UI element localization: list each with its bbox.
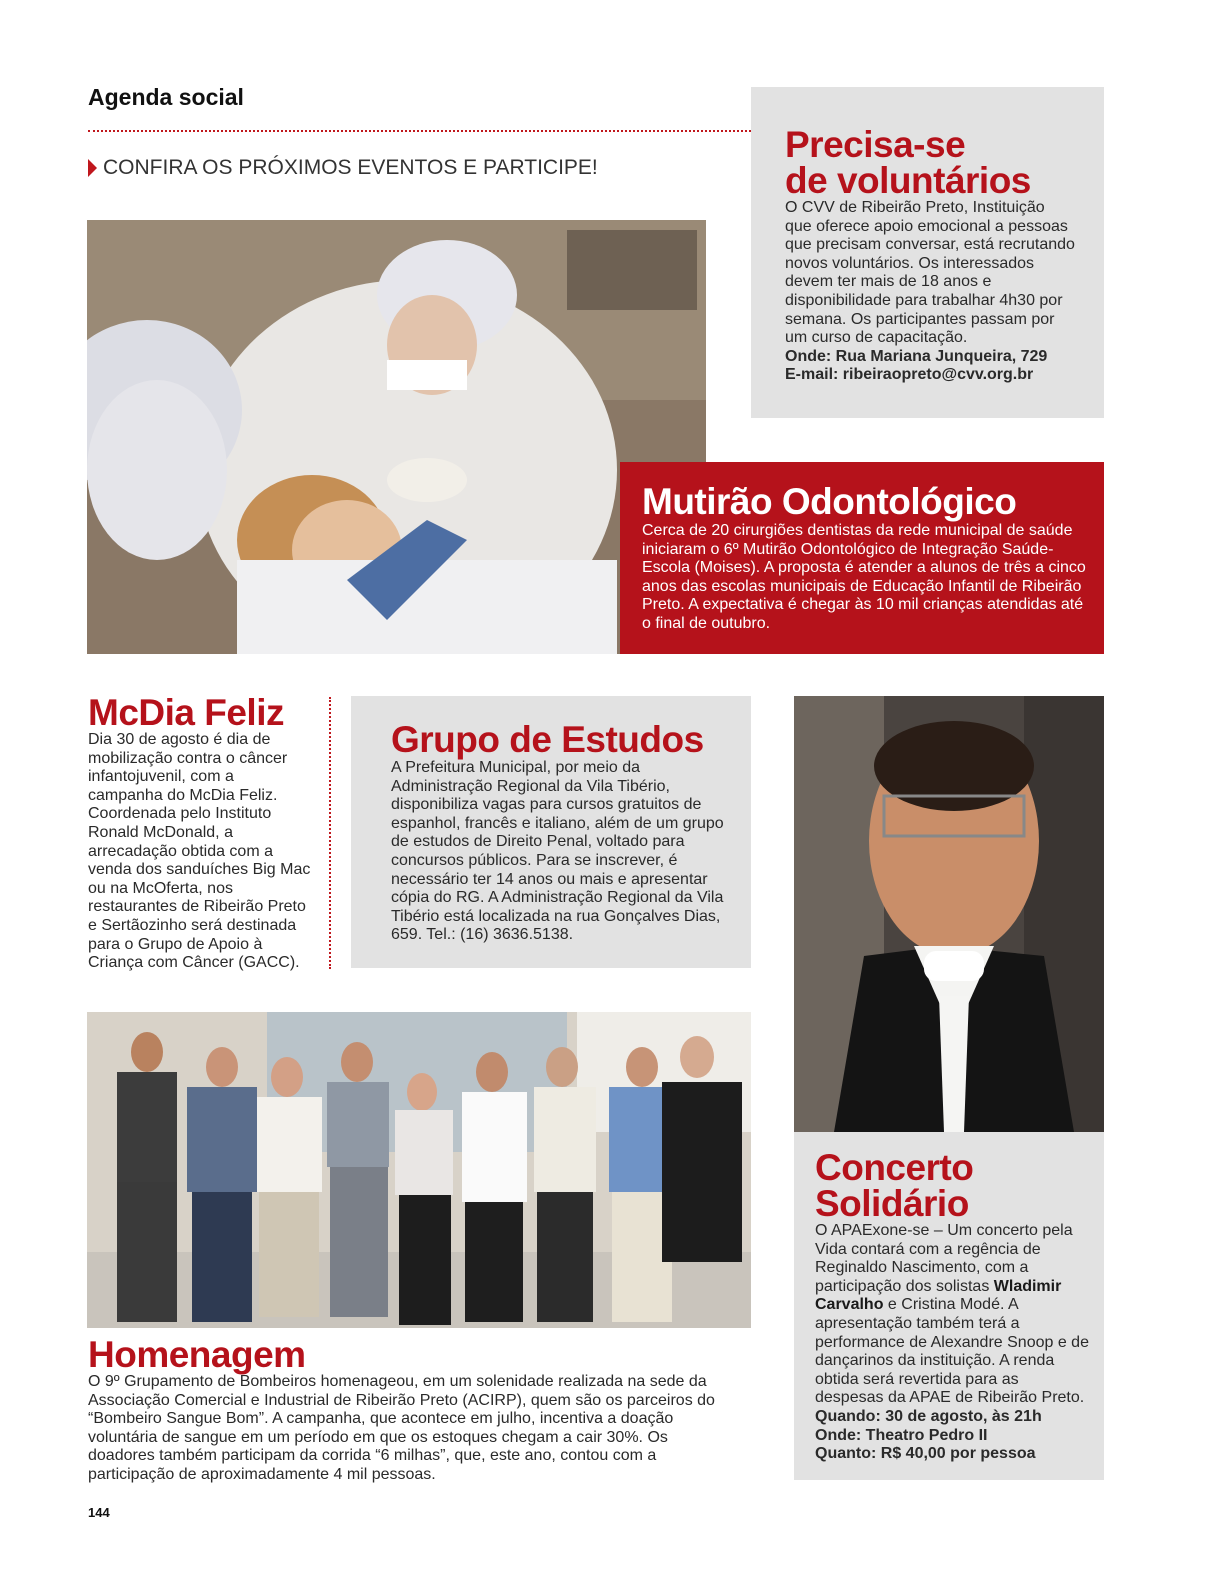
concerto-title-line2: Solidário	[815, 1183, 969, 1225]
dental-photo	[87, 220, 706, 654]
mcdia-title: McDia Feliz	[88, 692, 284, 733]
volunteers-title-line2: de voluntários	[785, 160, 1031, 202]
concerto-body	[815, 1222, 1090, 1408]
kicker-text: CONFIRA OS PRÓXIMOS EVENTOS E PARTICIPE!	[103, 156, 598, 179]
volunteers-title-line1: Precisa-se	[785, 124, 966, 165]
concerto-body-part1: O APAExone-se – Um concerto pela Vida contará com a regência de Reginaldo Nascimento, com a participação dos solistas	[815, 1222, 1073, 1295]
portrait-photo	[794, 696, 1104, 1132]
volunteers-body: O CVV de Ribeirão Preto, Instituição que oferece apoio emocional a pessoas que precisam conversar, está recrutando novos voluntários. Os interessados devem ter mais de 18 anos e disponibilidade para trabalhar 4h30 por semana. Os participantes passam por um curso de capacitação.	[785, 199, 1075, 347]
concerto-title	[815, 1147, 974, 1225]
volunteers-body-block	[785, 199, 1075, 385]
grupo-title: Grupo de Estudos	[391, 719, 704, 760]
volunteers-email: E-mail: ribeiraopreto@cvv.org.br	[785, 366, 1034, 384]
kicker	[88, 156, 598, 180]
vertical-divider	[329, 697, 331, 969]
section-label: Agenda social	[88, 84, 244, 110]
page-number: 144	[88, 1505, 110, 1520]
grupo-box	[351, 696, 751, 968]
concerto-body-bold: Wladimir Carvalho	[815, 1277, 1062, 1314]
homenagem-title: Homenagem	[88, 1334, 306, 1375]
concerto-body-block	[815, 1222, 1090, 1464]
group-photo	[87, 1012, 751, 1328]
mutirao-box	[620, 462, 1104, 654]
concerto-body-part2: e Cristina Modé. A apresentação também terá a performance de Alexandre Snoop e de dançarinos da instituição. A renda obtida será revertida para as despesas da APAE de Ribeirão Preto.	[815, 1296, 1089, 1407]
triangle-bullet-icon	[88, 159, 97, 177]
concerto-title-line1: Concerto	[815, 1147, 974, 1188]
volunteers-box	[751, 87, 1104, 418]
mutirao-title: Mutirão Odontológico	[642, 481, 1017, 522]
volunteers-title	[785, 124, 1031, 202]
homenagem-body: O 9º Grupamento de Bombeiros homenageou, em um solenidade realizada na sede da Associação Comercial e Industrial de Ribeirão Preto (ACIRP), quem são os parceiros do “Bombeiro Sangue Bom”. A campanha, que acontece em julho, incentiva a doação voluntária de sangue em um período em que os estoques chegam a cair 30%. Os doadores também participam da corrida “6 milhas”, que, este ano, contou com a participação de aproximadamente 4 mil pessoas.	[88, 1373, 715, 1483]
mcdia-body: Dia 30 de agosto é dia de mobilização contra o câncer infantojuvenil, com a campanha do McDia Feliz. Coordenada pelo Instituto Ronald McDonald, a arrecadação obtida com a venda dos sanduíches Big Mac ou na McOferta, nos restaurantes de Ribeirão Preto e Sertãozinho será destinada para o Grupo de Apoio à Criança com Câncer (GACC).	[88, 731, 311, 972]
dotted-divider	[88, 130, 751, 132]
concerto-box	[794, 1132, 1104, 1480]
grupo-body: A Prefeitura Municipal, por meio da Administração Regional da Vila Tibério, disponibiliza vagas para cursos gratuitos de espanhol, francês e italiano, além de um grupo de estudos de Direito Penal, voltado para concursos públicos. Para se inscrever, é necessário ter 14 anos ou mais e apresentar cópia do RG. A Administração Regional da Vila Tibério está localizada na rua Gonçalves Dias, 659. Tel.: (16) 3636.5138.	[391, 759, 724, 944]
concerto-price: Quanto: R$ 40,00 por pessoa	[815, 1445, 1036, 1463]
concerto-when: Quando: 30 de agosto, às 21h	[815, 1407, 1042, 1425]
concerto-where: Onde: Theatro Pedro II	[815, 1426, 988, 1444]
mutirao-body: Cerca de 20 cirurgiões dentistas da rede municipal de saúde iniciaram o 6º Mutirão Odontológico de Integração Saúde-Escola (Moises). A proposta é atender a alunos de três a cinco anos das escolas municipais de Educação Infantil de Ribeirão Preto. A expectativa é chegar às 10 mil crianças atendidas até o final de outubro.	[642, 522, 1086, 632]
volunteers-address: Onde: Rua Mariana Junqueira, 729	[785, 347, 1048, 365]
